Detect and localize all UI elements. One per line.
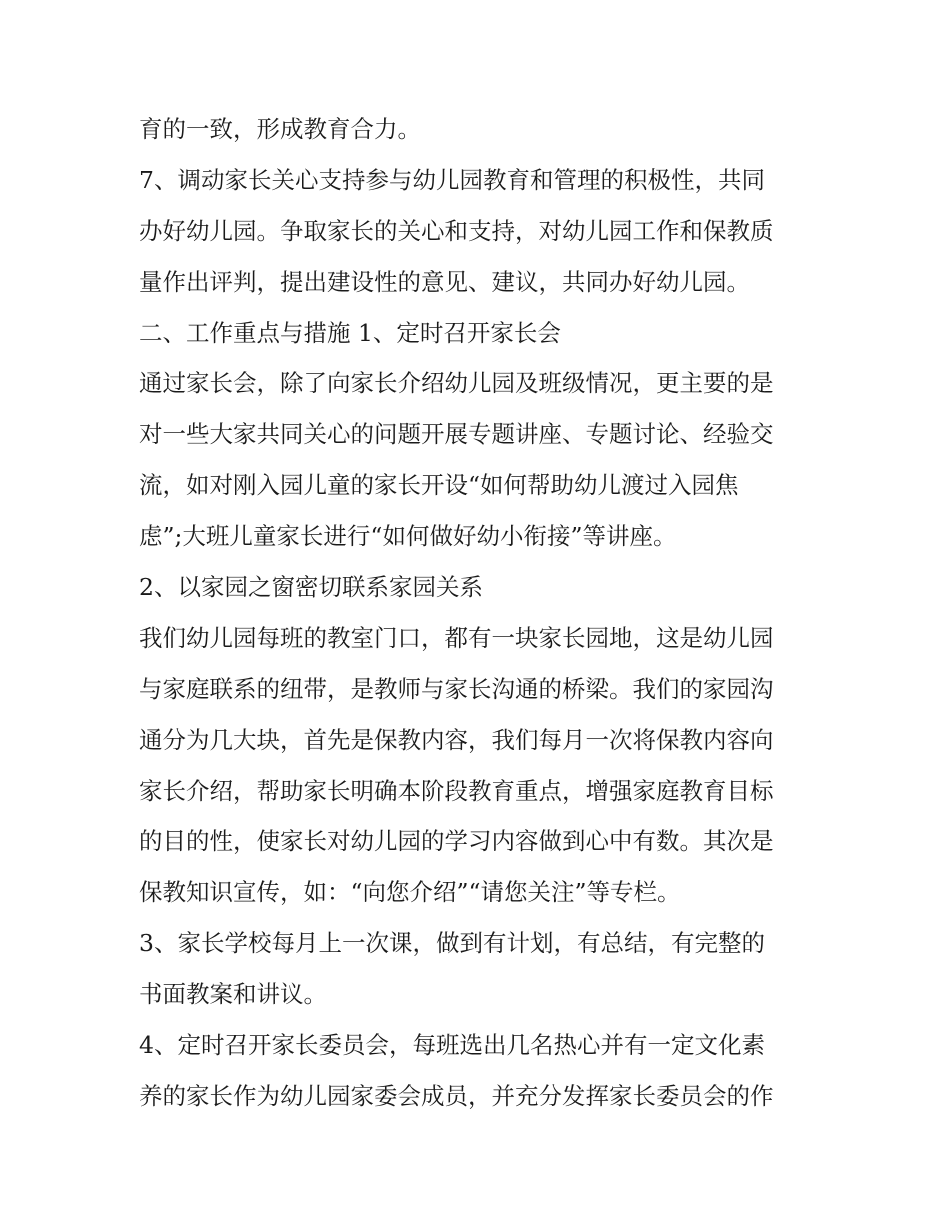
text-line: 流，如对刚入园儿童的家长开设“如何帮助幼儿渡过入园焦 bbox=[139, 471, 739, 500]
section-heading: 二、工作重点与措施 1、定时召开家长会 bbox=[139, 318, 561, 347]
text-line: 3、家长学校每月上一次课，做到有计划，有总结，有完整的 bbox=[139, 929, 765, 958]
text-line: 家长介绍，帮助家长明确本阶段教育重点，增强家庭教育目标 bbox=[139, 776, 774, 805]
document-body bbox=[139, 104, 819, 1122]
text-line: 办好幼儿园。争取家长的关心和支持，对幼儿园工作和保教质 bbox=[139, 216, 774, 245]
text-line: 的目的性，使家长对幼儿园的学习内容做到心中有数。其次是 bbox=[139, 827, 774, 856]
text-line: 我们幼儿园每班的教室门口，都有一块家长园地，这是幼儿园 bbox=[139, 623, 774, 652]
text-line: 量作出评判，提出建设性的意见、建议，共同办好幼儿园。 bbox=[139, 267, 750, 296]
text-line: 养的家长作为幼儿园家委会成员，并充分发挥家长委员会的作 bbox=[139, 1081, 774, 1110]
text-line: 对一些大家共同关心的问题开展专题讲座、专题讨论、经验交 bbox=[139, 420, 774, 449]
text-line: 育的一致，形成教育合力。 bbox=[139, 115, 421, 143]
text-line: 通过家长会，除了向家长介绍幼儿园及班级情况，更主要的是 bbox=[139, 369, 774, 398]
text-line: 保教知识宣传，如：“向您介绍”“请您关注”等专栏。 bbox=[139, 878, 681, 907]
text-line: 与家庭联系的纽带，是教师与家长沟通的桥梁。我们的家园沟 bbox=[139, 674, 774, 703]
text-line: 4、定时召开家长委员会，每班选出几名热心并有一定文化素 bbox=[139, 1031, 765, 1060]
text-line: 通分为几大块，首先是保教内容，我们每月一次将保教内容向 bbox=[139, 725, 774, 754]
subsection-heading: 2、以家园之窗密切联系家园关系 bbox=[139, 573, 483, 602]
text-line: 书面教案和讲议。 bbox=[139, 980, 327, 1009]
text-line: 7、调动家长关心支持参与幼儿园教育和管理的积极性，共同 bbox=[139, 165, 765, 194]
text-line: 虑”;大班儿童家长进行“如何做好幼小衔接”等讲座。 bbox=[139, 522, 677, 551]
